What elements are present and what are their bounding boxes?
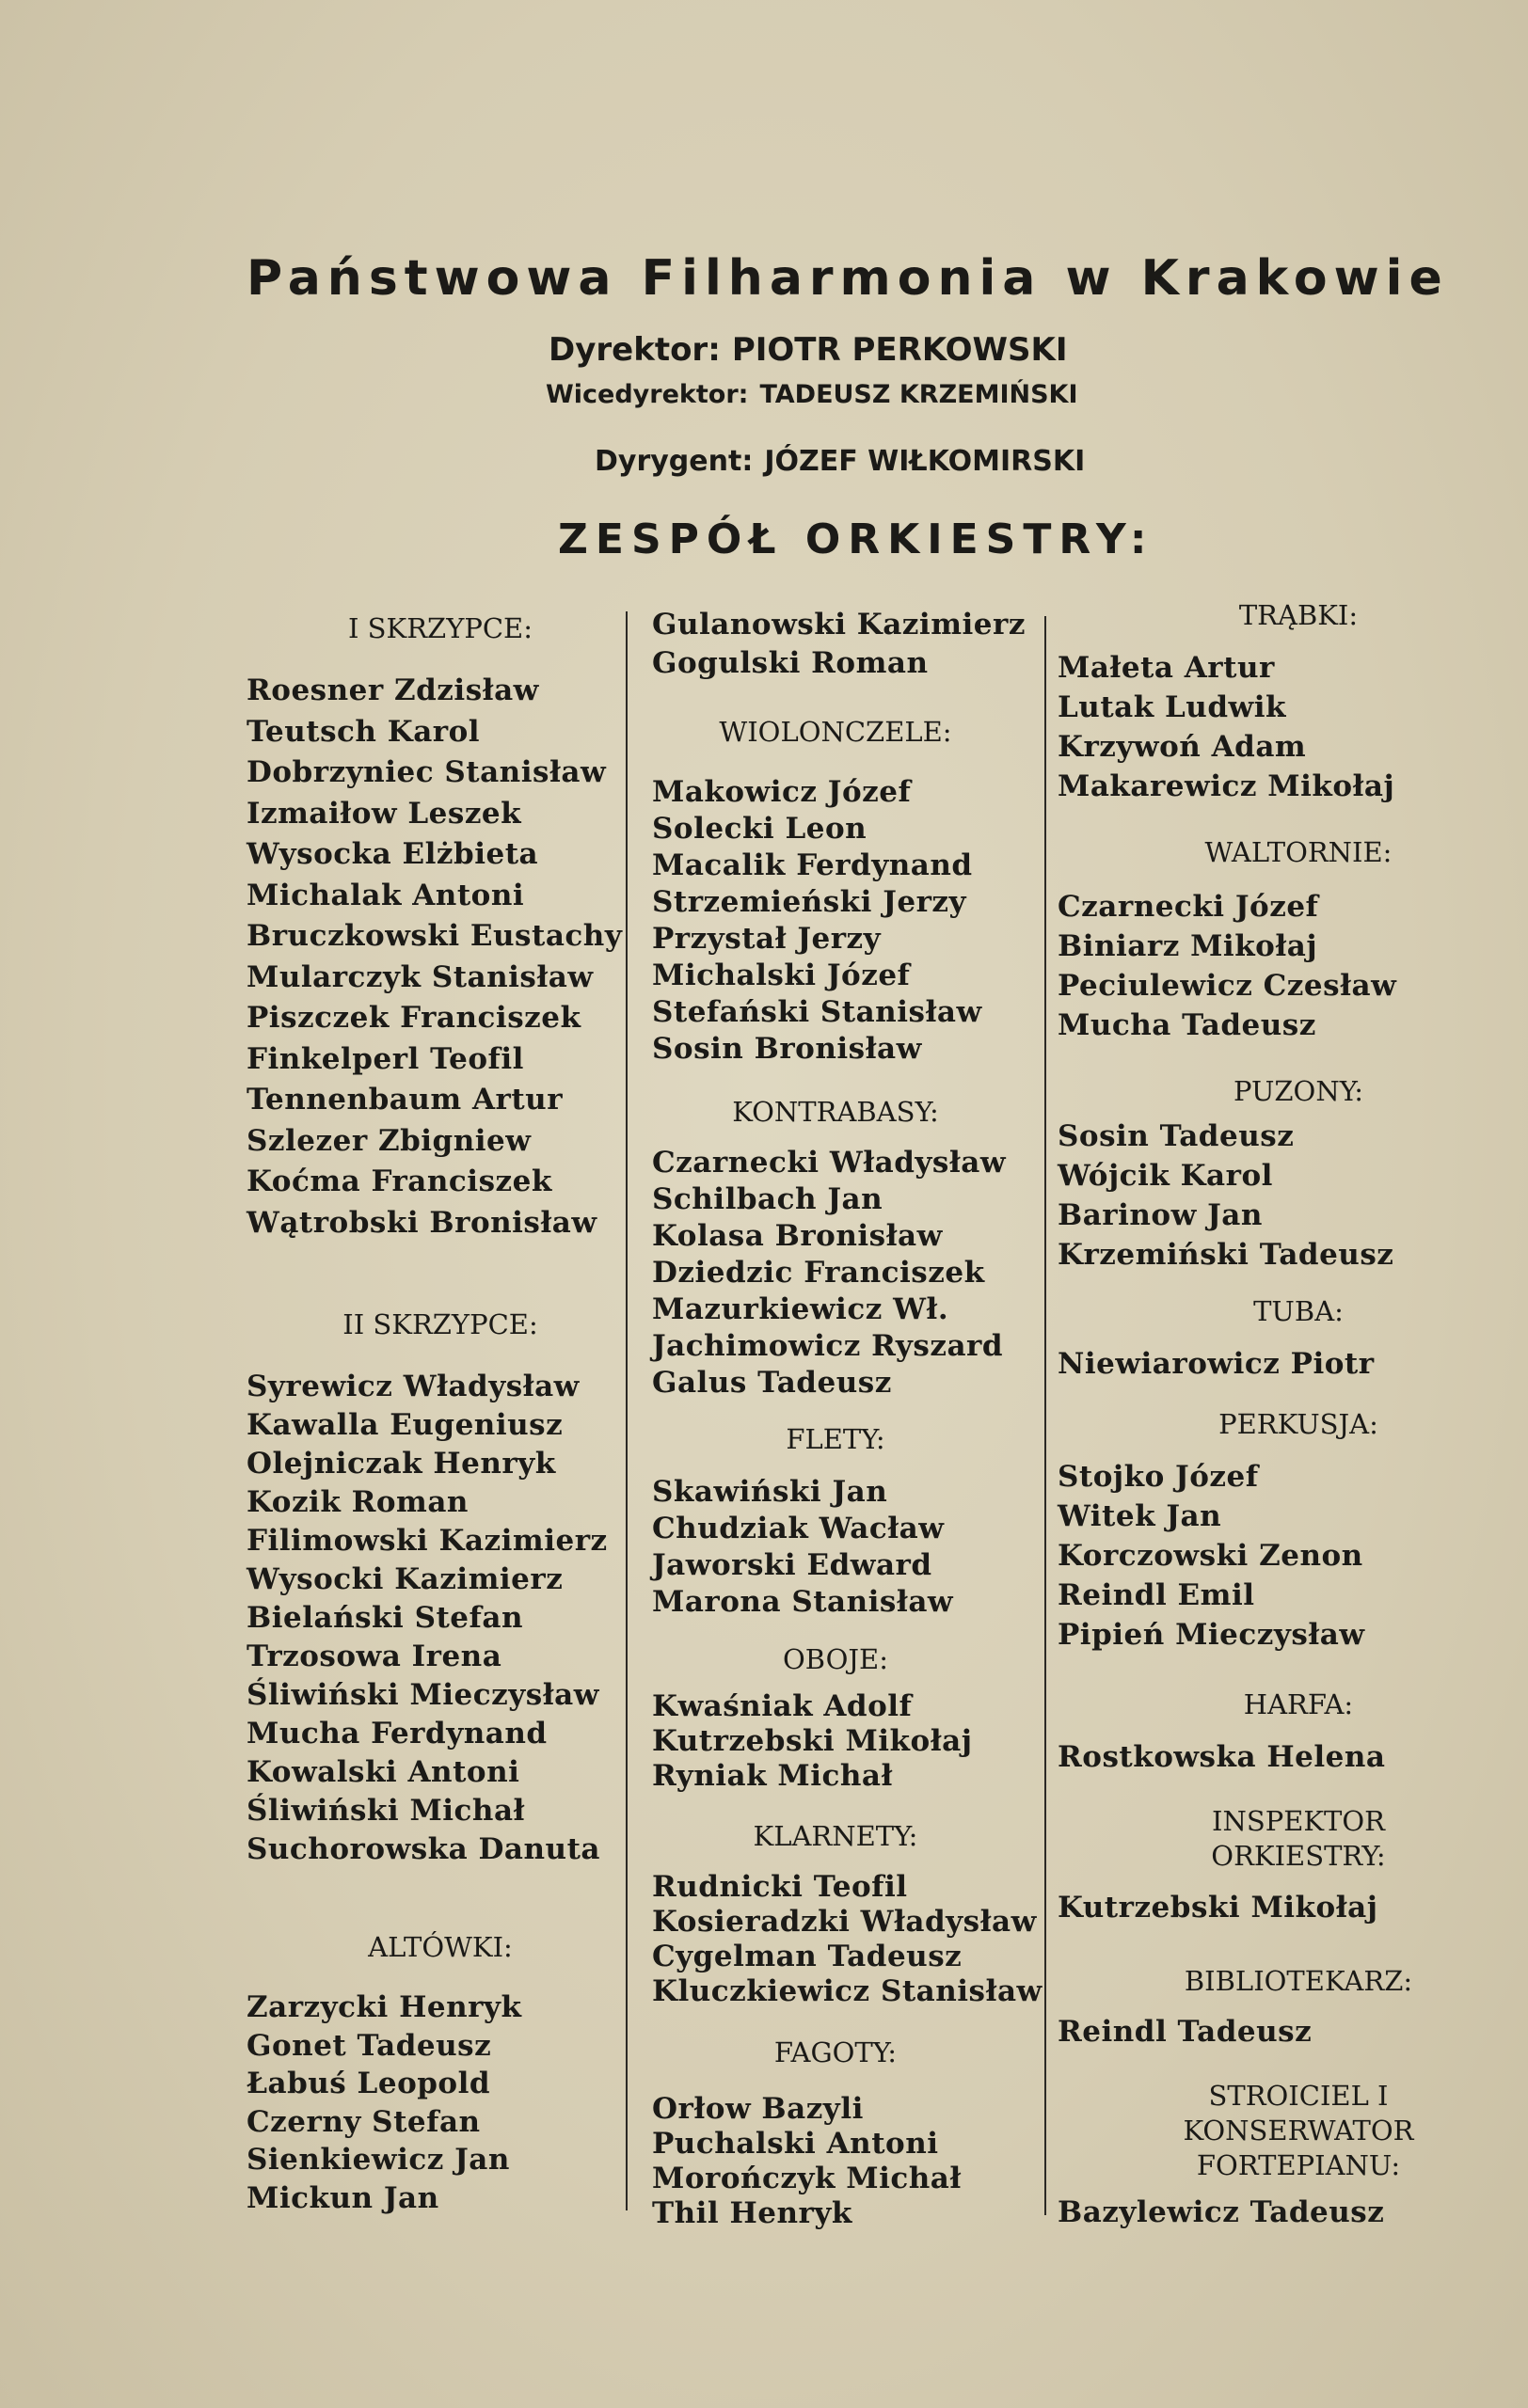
member-name: Thil Henryk bbox=[652, 2196, 852, 2230]
member-name: Małeta Artur bbox=[1058, 651, 1275, 685]
section-title: KLARNETY: bbox=[753, 1820, 918, 1852]
director-line bbox=[549, 331, 1068, 369]
member-name: Dobrzyniec Stanisław bbox=[247, 755, 607, 789]
member-name: Olejniczak Henryk bbox=[247, 1447, 556, 1481]
section-title: TRĄBKI: bbox=[1238, 599, 1359, 631]
member-name: Sosin Bronisław bbox=[652, 1032, 922, 1066]
member-name: Wójcik Karol bbox=[1058, 1159, 1273, 1193]
member-name: Kutrzebski Mikołaj bbox=[652, 1724, 973, 1758]
conductor-label: Dyrygent: bbox=[595, 445, 754, 478]
member-name: Roesner Zdzisław bbox=[247, 673, 539, 707]
vice-director-line bbox=[546, 380, 1078, 409]
member-name: Finkelperl Teofil bbox=[247, 1041, 524, 1076]
member-name: Orłow Bazyli bbox=[652, 2092, 864, 2126]
member-name: Zarzycki Henryk bbox=[247, 1990, 522, 2024]
member-name: Gonet Tadeusz bbox=[247, 2028, 492, 2063]
member-name: Śliwiński Mieczysław bbox=[247, 1678, 599, 1712]
member-name: Syrewicz Władysław bbox=[247, 1370, 580, 1403]
member-name: Reindl Emil bbox=[1058, 1578, 1255, 1612]
member-name: Łabuś Leopold bbox=[247, 2067, 491, 2100]
member-name: Bielański Stefan bbox=[247, 1601, 523, 1635]
member-name: Michalski Józef bbox=[652, 958, 911, 992]
member-name: Jachimowicz Ryszard bbox=[652, 1329, 1004, 1363]
page-title: Państwowa Filharmonia w Krakowie bbox=[247, 250, 1449, 307]
member-name: Mucha Ferdynand bbox=[247, 1717, 548, 1751]
member-name: Izmaiłow Leszek bbox=[247, 796, 522, 831]
member-name: Śliwiński Michał bbox=[247, 1794, 525, 1828]
section-title: FLETY: bbox=[786, 1423, 885, 1455]
member-name: Jaworski Edward bbox=[652, 1548, 932, 1582]
section-title: WIOLONCZELE: bbox=[719, 716, 952, 748]
member-name: Stefański Stanisław bbox=[652, 995, 982, 1029]
member-name: Kowalski Antoni bbox=[247, 1755, 520, 1789]
member-name: Michalak Antoni bbox=[247, 878, 525, 912]
section-title: INSPEKTOR ORKIESTRY: bbox=[1211, 1805, 1386, 1872]
column-divider-left bbox=[626, 611, 628, 2210]
member-name: Kutrzebski Mikołaj bbox=[1058, 1891, 1378, 1925]
section-title: ALTÓWKI: bbox=[368, 1931, 513, 1963]
member-name: Teutsch Karol bbox=[247, 714, 481, 749]
member-name: Witek Jan bbox=[1058, 1499, 1222, 1533]
member-name: Kluczkiewicz Stanisław bbox=[652, 1974, 1043, 2008]
member-name: Przystał Jerzy bbox=[652, 922, 882, 956]
member-name: Reindl Tadeusz bbox=[1058, 2015, 1313, 2049]
member-name: Filimowski Kazimierz bbox=[247, 1524, 608, 1558]
member-name: Krzywoń Adam bbox=[1058, 730, 1307, 764]
member-name: Wątrobski Bronisław bbox=[247, 1205, 597, 1240]
member-name: Wysocki Kazimierz bbox=[247, 1562, 564, 1596]
member-name: Suchorowska Danuta bbox=[247, 1832, 600, 1866]
section-title: II SKRZYPCE: bbox=[342, 1308, 538, 1340]
member-name: Rostkowska Helena bbox=[1058, 1740, 1386, 1774]
member-name: Trzosowa Irena bbox=[247, 1640, 502, 1673]
member-name: Barinow Jan bbox=[1058, 1198, 1263, 1232]
section-title: STROICIEL I KONSERWATOR FORTEPIANU: bbox=[1183, 2080, 1414, 2181]
member-name: Mularczyk Stanisław bbox=[247, 959, 594, 994]
column-divider-right bbox=[1044, 616, 1046, 2215]
section-title: PUZONY: bbox=[1233, 1075, 1364, 1107]
member-name: Sosin Tadeusz bbox=[1058, 1119, 1295, 1153]
member-name: Peciulewicz Czesław bbox=[1058, 969, 1397, 1003]
member-name: Gulanowski Kazimierz bbox=[652, 608, 1026, 642]
member-name: Macalik Ferdynand bbox=[652, 848, 973, 882]
director-label: Dyrektor: bbox=[549, 331, 721, 369]
member-name: Koćma Franciszek bbox=[247, 1164, 552, 1198]
section-title: HARFA: bbox=[1243, 1688, 1354, 1720]
conductor-line bbox=[595, 445, 1085, 478]
member-name: Lutak Ludwik bbox=[1058, 690, 1286, 724]
section-title: BIBLIOTEKARZ: bbox=[1184, 1965, 1413, 1997]
member-name: Cygelman Tadeusz bbox=[652, 1940, 963, 1973]
member-name: Korczowski Zenon bbox=[1058, 1539, 1363, 1573]
member-name: Rudnicki Teofil bbox=[652, 1870, 908, 1904]
member-name: Pipień Mieczysław bbox=[1058, 1618, 1365, 1652]
member-name: Kolasa Bronisław bbox=[652, 1219, 943, 1253]
vice-director-name: TADEUSZ KRZEMIŃSKI bbox=[759, 380, 1078, 409]
member-name: Niewiarowicz Piotr bbox=[1058, 1347, 1375, 1381]
member-name: Kozik Roman bbox=[247, 1485, 469, 1519]
section-title: OBOJE: bbox=[783, 1643, 888, 1675]
member-name: Sienkiewicz Jan bbox=[247, 2143, 510, 2177]
member-name: Krzemiński Tadeusz bbox=[1058, 1238, 1394, 1272]
member-name: Makowicz Józef bbox=[652, 775, 912, 809]
member-name: Morończyk Michał bbox=[652, 2162, 962, 2195]
member-name: Puchalski Antoni bbox=[652, 2127, 939, 2161]
vice-director-label: Wicedyrektor: bbox=[546, 380, 749, 409]
member-name: Kawalla Eugeniusz bbox=[247, 1408, 564, 1442]
member-name: Kosieradzki Władysław bbox=[652, 1905, 1037, 1939]
member-name: Tennenbaum Artur bbox=[247, 1083, 564, 1117]
member-name: Strzemieński Jerzy bbox=[652, 885, 967, 919]
member-name: Ryniak Michał bbox=[652, 1759, 893, 1793]
member-name: Galus Tadeusz bbox=[652, 1366, 892, 1400]
section-title: WALTORNIE: bbox=[1204, 836, 1393, 868]
member-name: Solecki Leon bbox=[652, 812, 867, 846]
section-title: PERKUSJA: bbox=[1218, 1408, 1378, 1440]
member-name: Mickun Jan bbox=[247, 2180, 439, 2215]
member-name: Mazurkiewicz Wł. bbox=[652, 1292, 949, 1326]
member-name: Czerny Stefan bbox=[247, 2104, 481, 2139]
section-title: FAGOTY: bbox=[773, 2036, 898, 2068]
member-name: Chudziak Wacław bbox=[652, 1512, 945, 1545]
member-name: Stojko Józef bbox=[1058, 1460, 1259, 1494]
ensemble-heading: ZESPÓŁ ORKIESTRY: bbox=[558, 515, 1154, 563]
member-name: Schilbach Jan bbox=[652, 1182, 883, 1216]
member-name: Gogulski Roman bbox=[652, 646, 929, 680]
member-name: Skawiński Jan bbox=[652, 1475, 888, 1509]
director-name: PIOTR PERKOWSKI bbox=[731, 331, 1068, 369]
member-name: Biniarz Mikołaj bbox=[1058, 929, 1318, 963]
member-name: Czarnecki Józef bbox=[1058, 890, 1319, 924]
member-name: Marona Stanisław bbox=[652, 1585, 954, 1619]
member-name: Dziedzic Franciszek bbox=[652, 1256, 985, 1290]
member-name: Szlezer Zbigniew bbox=[247, 1123, 532, 1158]
member-name: Bazylewicz Tadeusz bbox=[1058, 2195, 1385, 2229]
conductor-name: JÓZEF WIŁKOMIRSKI bbox=[764, 445, 1086, 478]
member-name: Mucha Tadeusz bbox=[1058, 1008, 1316, 1042]
member-name: Makarewicz Mikołaj bbox=[1058, 769, 1395, 803]
member-name: Kwaśniak Adolf bbox=[652, 1689, 913, 1723]
section-title: KONTRABASY: bbox=[732, 1096, 939, 1128]
section-title: I SKRZYPCE: bbox=[348, 612, 533, 644]
section-title: TUBA: bbox=[1253, 1295, 1344, 1327]
member-name: Czarnecki Władysław bbox=[652, 1146, 1007, 1180]
member-name: Bruczkowski Eustachy bbox=[247, 919, 623, 953]
member-name: Piszczek Franciszek bbox=[247, 1001, 581, 1035]
member-name: Wysocka Elżbieta bbox=[247, 837, 539, 871]
